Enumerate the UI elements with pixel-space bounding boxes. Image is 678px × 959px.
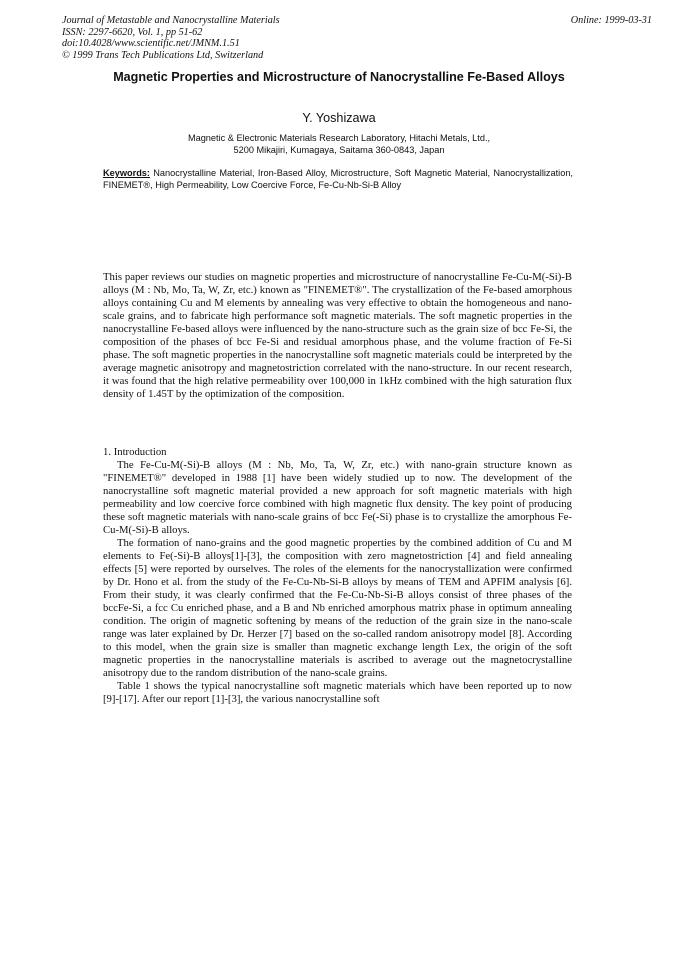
keywords-text: Nanocrystalline Material, Iron-Based Alloy, Microstructure, Soft Magnetic Material, Nanocrystallization, FINEMET®, High Permeability, Low Coercive Force, Fe-Cu-Nb-Si-B Alloy: [103, 168, 573, 190]
journal-header: [62, 15, 622, 61]
journal-doi[interactable]: doi:10.4028/www.scientific.net/JMNM.1.51: [62, 38, 240, 50]
abstract-text: This paper reviews our studies on magnetic properties and microstructure of nanocrystalline Fe-Cu-M(-Si)-B alloys (M : Nb, Mo, Ta, W, Zr, etc.) known as "FINEMET®". The crystallization of the Fe-based amorphous alloys containing Cu and M elements by annealing was very effective to obtain the homogeneous and nano-scale grains, and to fabricate high performance soft magnetic materials. The soft magnetic properties in the nanocrystalline Fe-based alloys were influenced by the nano-structure such as the grain size of bcc Fe-Si, the composition of the phases of bcc Fe-Si and residual amorphous phase, and the volume fraction of Fe-Si phase. The soft magnetic properties in the nanocrystalline soft magnetic materials could be interpreted by the average magnetic anisotropy and magnetostriction correlated with the nano-structure. In our recent research, it was found that the high relative permeability over 100,000 in 1kHz combined with the high saturation flux density of 1.45T by the optimization of the composition.: [103, 271, 572, 400]
intro-paragraph: The formation of nano-grains and the good magnetic properties by the combined addition of Cu and M elements to Fe(-Si)-B alloys[1]-[3], the composition with zero magnetostriction [4] and field annealing effects [5] were reported by ourselves. The roles of the elements for the nanocrystallization were confirmed by Dr. Hono et al. from the study of the Fe-Cu-Nb-Si-B alloys by means of TEM and APFIM analysis [6]. From their study, it was clearly confirmed that the Fe-Cu-Nb-Si-B alloys consist of three phases of the bccFe-Si, a fcc Cu enriched phase, and a B and Nb enriched amorphous matrix phase in optimum annealing condition. The origin of magnetic softening by means of the reduction of the grain size in the nano-scale range was later explained by Dr. Herzer [7] based on the so-called random anisotropy model [8]. According to this model, when the grain size is smaller than magnetic exchange length Lex, the origin of the soft magnetic properties in the nanocrystalline materials is ascribed to average out the magnetocrystalline anisotropy due to the random distribution of the nano-scale grains.: [103, 537, 572, 679]
journal-name: Journal of Metastable and Nanocrystalline Materials: [62, 15, 280, 26]
intro-paragraph: The Fe-Cu-M(-Si)-B alloys (M : Nb, Mo, Ta, W, Zr, etc.) with nano-grain structure known as "FINEMET®" developed in 1988 [1] have been widely studied up to now. The development of the nanocrystalline soft magnetic material provided a new approach for soft magnetic materials with high permeability and low coercive force combined with high magnetic flux density. The key point of producing these soft magnetic materials with nano-scale grains of bcc Fe(-Si) phase is to crystallize the amorphous Fe-Cu-M(-Si)-B alloys.: [103, 459, 572, 536]
abstract: [103, 271, 572, 401]
online-date: Online: 1999-03-31: [570, 15, 652, 26]
introduction-section: [103, 446, 572, 706]
affiliation-line-2: 5200 Mikajiri, Kumagaya, Saitama 360-0843, Japan: [233, 145, 445, 155]
keywords: [103, 167, 573, 191]
journal-issn: ISSN: 2297-6620, Vol. 1, pp 51-62: [62, 26, 203, 38]
paper-author: Y. Yoshizawa: [302, 111, 376, 125]
journal-copyright: © 1999 Trans Tech Publications Ltd, Switzerland: [62, 49, 264, 61]
affiliation: [80, 132, 598, 156]
keywords-label: Keywords:: [103, 168, 150, 178]
affiliation-line-1: Magnetic & Electronic Materials Research Laboratory, Hitachi Metals, Ltd.,: [187, 133, 491, 143]
paper-title: Magnetic Properties and Microstructure of Nanocrystalline Fe-Based Alloys: [113, 70, 565, 84]
section-heading: 1. Introduction: [103, 446, 167, 458]
intro-paragraph: Table 1 shows the typical nanocrystalline soft magnetic materials which have been reported up to now [9]-[17]. After our report [1]-[3], the various nanocrystalline soft: [103, 680, 572, 705]
